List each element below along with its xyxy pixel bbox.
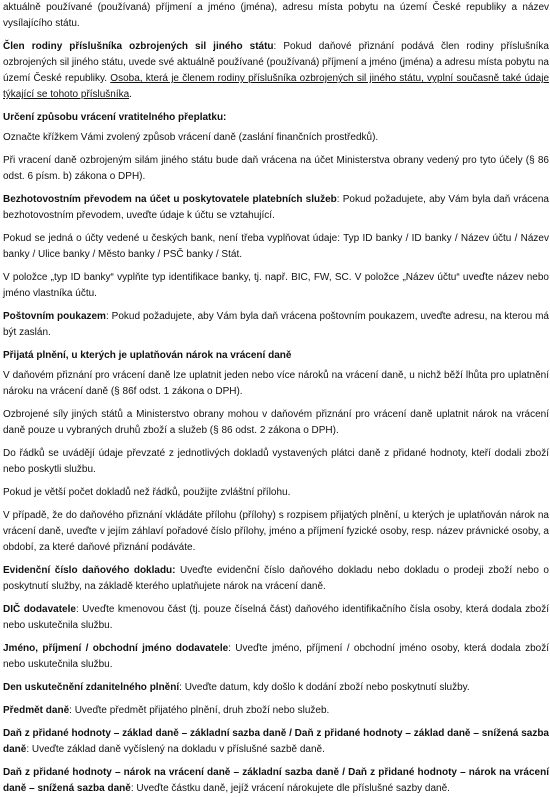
paragraph-tax-base: Daň z přidané hodnoty – základ daně – základní sazba daně / Daň z přidané hodnoty – základ daně – snížená sazba daně: Uveďte základ daně vyčíslený na dokladu v příslušné sazbě daně. [3, 728, 549, 755]
paragraph-supply-date: Den uskutečnění zdanitelného plnění: Uveďte datum, kdy došlo k dodání zboží nebo poskytnutí služby. [3, 682, 470, 693]
term-refund-claim: Daň z přidané hodnoty – nárok na vrácení daně – základní sazba daně / Daň z přidané hodnoty – nárok na vrácení daně – snížená sazba daně [3, 767, 549, 794]
paragraph-mark-choice: Označte křížkem Vámi zvolený způsob vrácení daně (zaslání finančních prostředků). [3, 132, 379, 143]
underlined-note: Osoba, která je členem rodiny příslušníka ozbrojených sil jiného státu, vyplní současně také údaje týkající se tohoto příslušníka [3, 73, 550, 100]
paragraph-subject: Předmět daně: Uveďte předmět přijatého plnění, druh zboží nebo služeb. [3, 705, 330, 716]
term-family-member: Člen rodiny příslušníka ozbrojených sil jiného státu [3, 41, 274, 52]
term-tax-base: Daň z přidané hodnoty – základ daně – základní sazba daně / Daň z přidané hodnoty – základ daně – snížená sazba daně [3, 728, 549, 755]
term-subject: Předmět daně [3, 705, 70, 716]
heading-received-supplies: Přijatá plnění, u kterých je uplatňován nárok na vrácení daně [3, 350, 292, 361]
term-bank-transfer: Bezhotovostním převodem na účet u poskytovatele platebních služeb [3, 194, 337, 205]
paragraph-bank-id-type: V položce „typ ID banky“ vyplňte typ identifikace banky, tj. např. BIC, FW, SC. V položce „Název účtu“ uveďte název nebo jméno vlastníka účtu. [3, 272, 549, 299]
term-document-number: Evidenční číslo daňového dokladu: [3, 565, 176, 576]
heading-refund-method: Určení způsobu vrácení vratitelného přeplatku: [3, 112, 227, 123]
term-supplier-name: Jméno, příjmení / obchodní jméno dodavatele [3, 643, 229, 654]
paragraph-armed-forces-refund: Při vracení daně ozbrojeným silám jiného státu bude daň vrácena na účet Ministerstva obrany vedený pro tyto účely (§ 86 odst. 6 písm. b) zákona o DPH). [3, 155, 549, 182]
paragraph-attachment: Pokud je větší počet dokladů než řádků, použijte zvláštní přílohu. [3, 487, 291, 498]
paragraph-family-member: Člen rodiny příslušníka ozbrojených sil jiného státu: Pokud daňové přiznání podává člen rodiny příslušníka ozbrojených sil jiného státu, uvede své aktuálně používané (používaná) příjmení a jméno (jména) a adresu místa pobytu na území České republiky. Osoba, která je členem rodiny příslušníka ozbrojených sil jiného státu, vyplní současně také údaje týkající se tohoto příslušníka. [3, 41, 550, 100]
paragraph-document-number: Evidenční číslo daňového dokladu: Uveďte evidenční číslo daňového dokladu nebo dokladu o prodeji zboží nebo o poskytnutí služby, na základě kterého uplatňujete nárok na vrácení daně. [3, 565, 549, 592]
paragraph-claims: V daňovém přiznání pro vrácení daně lze uplatnit jeden nebo více nároků na vrácení daně, u nichž běží lhůta pro uplatnění nároku na vrácení daně (§ 86f odst. 1 zákona o DPH). [3, 370, 549, 397]
paragraph-postal-order: Poštovním poukazem: Pokud požadujete, aby Vám byla daň vrácena poštovním poukazem, uveďte adresu, na kterou má být zaslán. [3, 311, 549, 338]
paragraph-supplier-name: Jméno, příjmení / obchodní jméno dodavatele: Uveďte jméno, příjmení / obchodní jméno osoby, která dodala zboží nebo uskutečnila službu. [3, 643, 549, 670]
paragraph-czech-banks: Pokud se jedná o účty vedené u českých bank, není třeba vyplňovat údaje: Typ ID banky / ID banky / Název účtu / Název banky / Ulice banky / Město banky / PSČ banky / Stát. [3, 233, 549, 260]
paragraph-bank-transfer: Bezhotovostním převodem na účet u poskytovatele platebních služeb: Pokud požadujete, aby Vám byla daň vrácena bezhotovostním převodem, uveďte údaje k účtu se vztahující. [3, 194, 549, 221]
term-postal-order: Poštovním poukazem [3, 311, 106, 322]
paragraph-attachment-details: V případě, že do daňového přiznání vkládáte přílohu (přílohy) s rozpisem přijatých plnění, u kterých je uplatňován nárok na vrácení daně, uveďte v jejím záhlaví pořadové číslo přílohy, jméno a příjmení fyzické osoby, resp. název právnické osoby, a období, za které daňové přiznání podáváte. [3, 510, 549, 553]
paragraph-continuation: aktuálně používané (používaná) příjmení a jméno (jména), adresu místa pobytu na území České republiky a název vysílajícího státu. [3, 2, 549, 29]
term-supplier-vat-id: DIČ dodavatele [3, 604, 76, 615]
paragraph-armed-forces-claims: Ozbrojené síly jiných států a Ministerstvo obrany mohou v daňovém přiznání pro vrácení daně uplatnit nárok na vrácení daně pouze u vybraných druhů zboží a služeb (§ 86 odst. 2 zákona o DPH). [3, 409, 549, 436]
paragraph-supplier-vat-id: DIČ dodavatele: Uveďte kmenovou část (tj. pouze číselná část) daňového identifikačního čísla osoby, která dodala zboží nebo uskutečnila službu. [3, 604, 549, 631]
paragraph-rows: Do řádků se uvádějí údaje převzaté z jednotlivých dokladů vystavených plátci daně z přidané hodnoty, kteří dodali zboží nebo poskytli službu. [3, 448, 549, 475]
term-supply-date: Den uskutečnění zdanitelného plnění [3, 682, 180, 693]
paragraph-refund-claim: Daň z přidané hodnoty – nárok na vrácení daně – základní sazba daně / Daň z přidané hodnoty – nárok na vrácení daně – snížená sazba daně: Uveďte částku daně, jejíž vrácení nárokujete dle příslušné sazby daně. [3, 767, 549, 794]
